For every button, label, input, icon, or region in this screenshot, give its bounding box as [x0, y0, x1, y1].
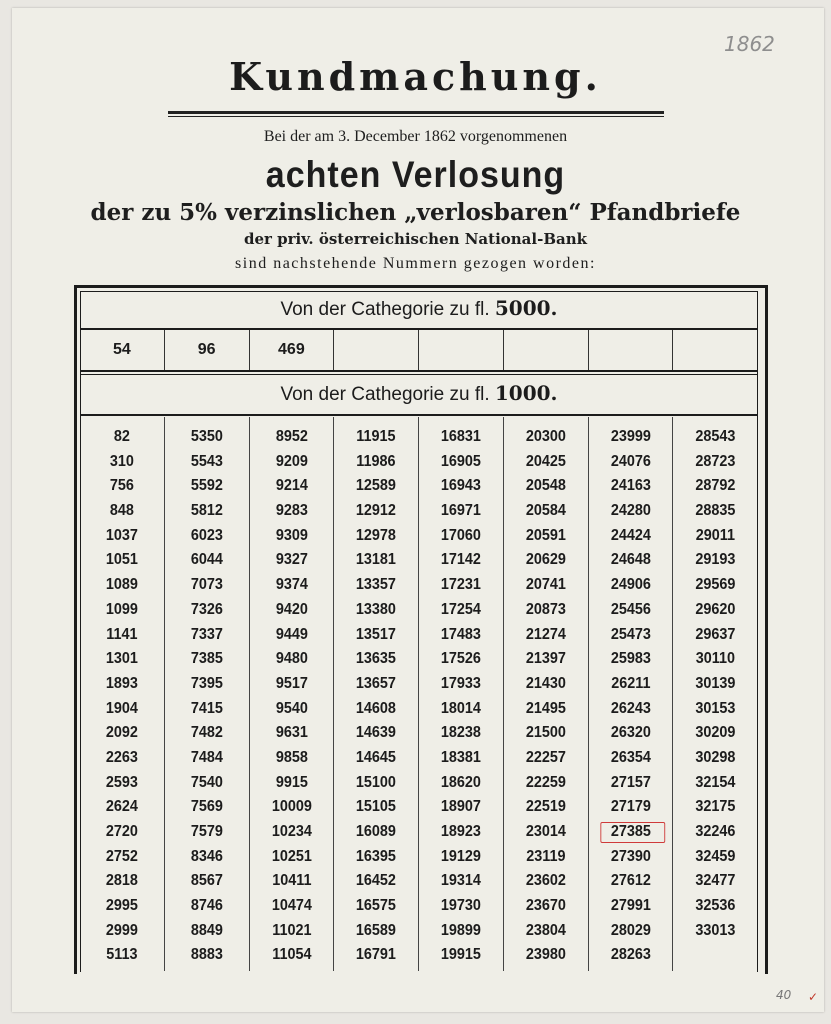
drawn-number: 19915	[440, 946, 481, 964]
drawn-number: 9420	[275, 600, 308, 618]
number-cell	[673, 330, 758, 370]
drawn-number: 9858	[275, 748, 308, 766]
drawn-number: 30209	[695, 724, 736, 742]
drawn-number: 7484	[190, 748, 223, 766]
number-column	[165, 417, 250, 971]
drawn-number: 14645	[356, 748, 397, 766]
drawn-number: 29193	[695, 551, 736, 569]
number-cell	[589, 330, 674, 370]
drawn-number: 20425	[525, 452, 566, 470]
pencil-year-note: 1862	[724, 32, 775, 56]
drawn-number: 24906	[610, 576, 651, 594]
drawn-number: 20741	[525, 576, 566, 594]
drawn-number: 20584	[525, 502, 566, 520]
drawn-number: 1099	[105, 600, 138, 618]
drawn-number: 2995	[105, 897, 138, 915]
drawn-number: 19730	[440, 897, 481, 915]
drawn-number: 11915	[356, 428, 396, 445]
intro-line: Bei der am 3. December 1862 vorgenommenen	[263, 128, 568, 145]
drawn-number: 25456	[610, 600, 651, 618]
drawn-number: 15105	[356, 798, 397, 816]
divider	[80, 414, 758, 416]
drawn-number: 17254	[440, 600, 481, 618]
drawn-number: 27991	[610, 897, 651, 915]
drawn-number: 9327	[275, 551, 308, 569]
drawn-number: 30139	[695, 674, 736, 692]
drawn-number: 14639	[356, 724, 397, 742]
drawn-number: 13181	[356, 551, 397, 569]
drawn-number: 12912	[356, 502, 397, 520]
drawn-number: 22257	[525, 748, 566, 766]
drawn-number: 16589	[356, 921, 397, 939]
category-1000-heading	[80, 381, 758, 406]
drawn-number: 27157	[610, 773, 651, 791]
drawn-number: 16943	[440, 477, 481, 495]
drawn-number: 5543	[190, 452, 223, 470]
divider	[80, 370, 758, 372]
category-5000-amount: 5000.	[494, 296, 558, 320]
number-column	[673, 417, 758, 971]
category-1000-amount: 1000.	[494, 381, 558, 405]
drawn-number: 29569	[695, 576, 736, 594]
headline: achten Verlosung	[265, 154, 566, 196]
drawn-number: 29620	[695, 600, 736, 618]
drawn-number: 23999	[610, 428, 651, 445]
drawn-number: 25473	[610, 625, 651, 643]
category-5000-heading	[80, 296, 758, 321]
number-cell	[419, 330, 504, 370]
drawn-number: 21500	[525, 724, 566, 742]
drawn-number: 30298	[695, 748, 736, 766]
drawn-number: 21274	[525, 625, 566, 643]
drawn-number: 7540	[190, 773, 223, 791]
drawn-number: 18923	[440, 823, 481, 840]
drawn-number: 1089	[105, 576, 138, 594]
drawn-number: 2999	[105, 921, 138, 939]
category-5000-row	[80, 330, 758, 370]
number-cell	[334, 330, 419, 370]
drawn-number: 28723	[695, 452, 736, 470]
drawn-number: 848	[109, 502, 134, 520]
drawn-number: 7579	[190, 823, 223, 840]
drawn-number: 15100	[356, 773, 397, 791]
drawn-number: 18907	[440, 798, 481, 816]
drawn-number: 5113	[106, 946, 138, 964]
drawn-number: 17933	[440, 674, 481, 692]
drawn-number: 13380	[356, 600, 397, 618]
drawn-number: 12589	[356, 477, 397, 495]
drawn-number: 10251	[271, 847, 312, 865]
drawn-number: 10411	[271, 872, 311, 890]
drawn-number: 30110	[695, 650, 736, 668]
drawn-number: 8567	[190, 872, 223, 890]
drawn-number: 32175	[695, 798, 736, 816]
drawn-number: 2624	[105, 798, 138, 816]
number-column	[504, 417, 589, 971]
drawn-number: 17526	[440, 650, 481, 668]
drawn-number: 6044	[190, 551, 223, 569]
drawn-number: 17231	[440, 576, 481, 594]
drawn-number: 17142	[440, 551, 481, 569]
drawn-number: 7073	[190, 576, 223, 594]
drawn-number: 1141	[106, 625, 138, 643]
drawn-number: 2818	[105, 872, 138, 890]
drawn-number: 23670	[525, 897, 566, 915]
drawn-number: 27612	[610, 872, 651, 890]
drawn-number: 24424	[610, 526, 651, 544]
drawn-number: 11021	[271, 921, 311, 939]
drawn-number: 20629	[525, 551, 566, 569]
drawn-number: 23014	[525, 823, 566, 840]
drawn-number: 12978	[356, 526, 397, 544]
drawn-number: 26243	[610, 699, 651, 717]
drawn-number: 28543	[695, 428, 736, 445]
drawn-number: 7326	[190, 600, 223, 618]
drawn-number: 2263	[105, 748, 138, 766]
drawn-number: 2720	[105, 823, 138, 840]
drawn-number: 5592	[190, 477, 223, 495]
number-cell	[504, 330, 589, 370]
drawn-number: 9915	[275, 773, 308, 791]
drawn-number: 19314	[440, 872, 481, 890]
drawn-number: 2593	[105, 773, 138, 791]
category-5000-label: Von der Cathegorie zu fl.	[280, 299, 490, 320]
drawn-number: 16089	[356, 823, 397, 840]
drawn-number: 1051	[105, 551, 138, 569]
drawn-number: 82	[113, 428, 130, 445]
drawn-number: 13517	[356, 625, 397, 643]
drawn-number: 33013	[695, 921, 736, 939]
number-column	[80, 417, 165, 971]
title-underline	[168, 111, 664, 117]
drawn-number: 756	[109, 477, 134, 495]
drawn-number: 32459	[695, 847, 736, 865]
drawn-number: 29637	[695, 625, 736, 643]
drawn-number: 28835	[695, 502, 736, 520]
drawn-number: 8952	[275, 428, 308, 445]
divider	[80, 374, 758, 375]
drawn-number: 7482	[190, 724, 223, 742]
drawn-number: 20548	[525, 477, 566, 495]
drawn-number: 24280	[610, 502, 651, 520]
bank-name: der priv. österreichischen National-Bank	[243, 230, 588, 248]
drawn-number: 16791	[356, 946, 397, 964]
drawn-number: 16971	[440, 502, 481, 520]
drawn-number: 5350	[190, 428, 223, 445]
drawn-number: 14608	[356, 699, 397, 717]
drawn-number: 22259	[525, 773, 566, 791]
drawn-number: 23602	[525, 872, 566, 890]
drawn-number: 26320	[610, 724, 651, 742]
drawn-number: 9631	[275, 724, 308, 742]
drawn-number: 18620	[440, 773, 481, 791]
drawn-number: 7337	[190, 625, 223, 643]
drawn-number: 30153	[695, 699, 736, 717]
drawn-number: 21397	[525, 650, 566, 668]
drawn-number: 24076	[610, 452, 651, 470]
number-cell: 96	[165, 330, 250, 370]
marked-number: 27385	[593, 820, 668, 845]
drawn-number: 9480	[275, 650, 308, 668]
drawn-number: 17060	[440, 526, 481, 544]
drawn-number: 5812	[190, 502, 223, 520]
drawn-number: 28263	[610, 946, 651, 964]
drawn-number: 7415	[190, 699, 223, 717]
drawn-number: 11986	[356, 452, 396, 470]
pencil-page-number: 40	[776, 988, 792, 1002]
drawn-number: 18238	[440, 724, 481, 742]
drawn-number: 16575	[356, 897, 397, 915]
category-1000-number-grid	[80, 417, 758, 971]
drawn-number: 11054	[271, 946, 311, 964]
drawn-number: 27390	[610, 847, 651, 865]
drawn-number: 10009	[271, 798, 312, 816]
drawn-number: 9209	[275, 452, 308, 470]
number-column	[589, 417, 674, 971]
drawn-number: 16452	[356, 872, 397, 890]
drawn-number: 9309	[275, 526, 308, 544]
drawn-number: 16905	[440, 452, 481, 470]
document-title: Kundmachung.	[229, 54, 602, 99]
drawn-number: 28029	[610, 921, 651, 939]
drawn-number: 7395	[190, 674, 223, 692]
drawn-numbers-intro: sind nachstehende Nummern gezogen worden:	[235, 255, 596, 272]
drawn-number: 310	[109, 452, 134, 470]
drawn-number: 20873	[525, 600, 566, 618]
drawn-number: 2092	[105, 724, 138, 742]
number-column	[419, 417, 504, 971]
drawn-number: 20591	[525, 526, 566, 544]
number-column	[250, 417, 335, 971]
category-1000-label: Von der Cathegorie zu fl.	[280, 384, 490, 405]
number-cell: 469	[250, 330, 335, 370]
drawn-number: 9449	[275, 625, 308, 643]
drawn-number: 20300	[525, 428, 566, 445]
drawn-number: 21495	[525, 699, 566, 717]
drawn-number: 6023	[190, 526, 223, 544]
drawn-number: 24648	[610, 551, 651, 569]
drawn-number: 22519	[525, 798, 566, 816]
drawn-number: 18381	[440, 748, 481, 766]
drawn-number: 9540	[275, 699, 308, 717]
drawn-number: 13635	[356, 650, 397, 668]
drawn-number: 24163	[610, 477, 651, 495]
drawn-number: 7385	[190, 650, 223, 668]
drawn-number: 9214	[275, 477, 308, 495]
drawn-number: 10474	[271, 897, 312, 915]
drawn-number: 9283	[275, 502, 308, 520]
drawn-number: 9374	[275, 576, 308, 594]
drawn-number: 8883	[190, 946, 223, 964]
drawn-number: 13657	[356, 674, 397, 692]
drawn-number: 28792	[695, 477, 736, 495]
drawn-number: 7569	[190, 798, 223, 816]
drawn-number: 27179	[610, 798, 651, 816]
drawn-number: 32477	[695, 872, 736, 890]
drawn-number: 26354	[610, 748, 651, 766]
drawn-number: 10234	[271, 823, 312, 840]
drawn-number: 1301	[105, 650, 138, 668]
drawn-number: 13357	[356, 576, 397, 594]
drawn-number: 26211	[610, 674, 650, 692]
drawn-number: 29011	[695, 526, 736, 544]
drawn-number: 16395	[356, 847, 397, 865]
drawn-number: 23119	[525, 847, 566, 865]
drawn-number: 8849	[190, 921, 223, 939]
red-check-mark-icon: ✓	[808, 990, 819, 1004]
drawn-number: 32246	[695, 823, 736, 840]
drawn-number: 1037	[105, 526, 138, 544]
subheadline: der zu 5% verzinslichen „verlosbaren“ Pfandbriefe	[90, 199, 741, 226]
drawn-number: 32154	[695, 773, 736, 791]
drawn-number: 18014	[440, 699, 481, 717]
drawn-number: 23980	[525, 946, 566, 964]
drawn-number: 32536	[695, 897, 736, 915]
drawn-number: 23804	[525, 921, 566, 939]
drawn-number: 1904	[105, 699, 138, 717]
number-column	[334, 417, 419, 971]
drawn-number: 25983	[610, 650, 651, 668]
drawn-number: 16831	[440, 428, 481, 445]
drawn-number: 8746	[190, 897, 223, 915]
drawn-number: 1893	[105, 674, 138, 692]
drawn-number: 19129	[440, 847, 481, 865]
drawn-number: 2752	[105, 847, 138, 865]
number-cell: 54	[80, 330, 165, 370]
drawn-number: 19899	[440, 921, 481, 939]
drawn-number: 17483	[440, 625, 481, 643]
drawn-number: 9517	[275, 674, 308, 692]
drawn-number: 21430	[525, 674, 566, 692]
drawn-number: 8346	[190, 847, 223, 865]
